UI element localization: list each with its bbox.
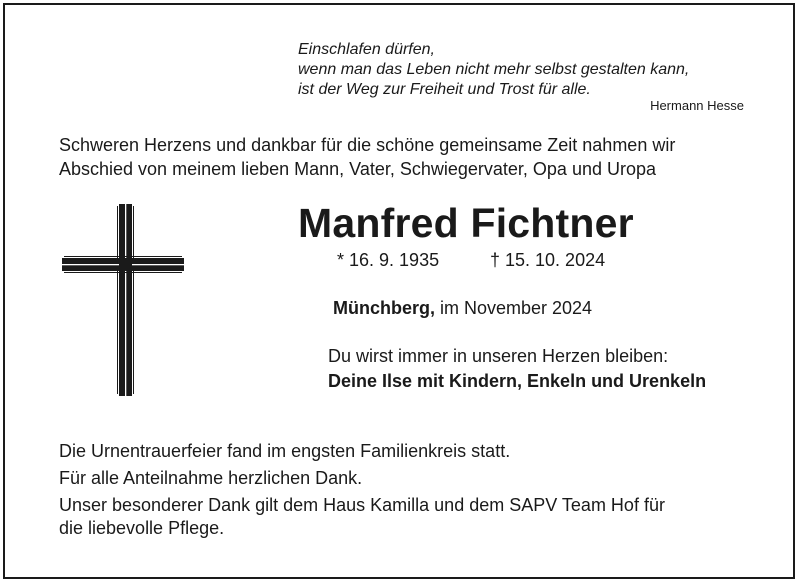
cross-icon [62, 204, 184, 396]
closing-line-part: die liebevolle Pflege. [59, 518, 225, 538]
farewell-line: Du wirst immer in unseren Herzen bleiben: [328, 346, 669, 366]
closing-text [59, 440, 749, 544]
closing-line: Für alle Anteilnahme herzlichen Dank. [59, 468, 363, 488]
deceased-name: Manfred Fichtner [298, 200, 634, 246]
farewell [328, 344, 706, 394]
poem [298, 40, 689, 100]
date: im November 2024 [435, 298, 593, 318]
death-date: † 15. 10. 2024 [490, 250, 606, 270]
signatories: Deine Ilse mit Kindern, Enkeln und Urenkeln [328, 371, 707, 391]
intro-line: Schweren Herzens und dankbar für die schöne gemeinsame Zeit nahmen wir [59, 135, 676, 155]
intro-line: Abschied von meinem lieben Mann, Vater, Schwiegervater, Opa und Uropa [59, 159, 657, 179]
birth-date: * 16. 9. 1935 [337, 250, 440, 270]
poem-line: wenn man das Leben nicht mehr selbst gestalten kann, [298, 61, 690, 78]
poem-line: ist der Weg zur Freiheit und Trost für alle. [298, 81, 591, 98]
poem-author: Hermann Hesse [650, 98, 744, 113]
closing-line [59, 494, 749, 540]
place: Münchberg, [333, 298, 435, 318]
closing-line-part: Unser besonderer Dank gilt dem Haus Kamilla und dem SAPV Team Hof für [59, 495, 665, 515]
poem-line: Einschlafen dürfen, [298, 41, 435, 58]
intro-text [59, 133, 759, 181]
place-date [333, 298, 592, 319]
closing-line: Die Urnentrauerfeier fand im engsten Familienkreis statt. [59, 441, 511, 461]
